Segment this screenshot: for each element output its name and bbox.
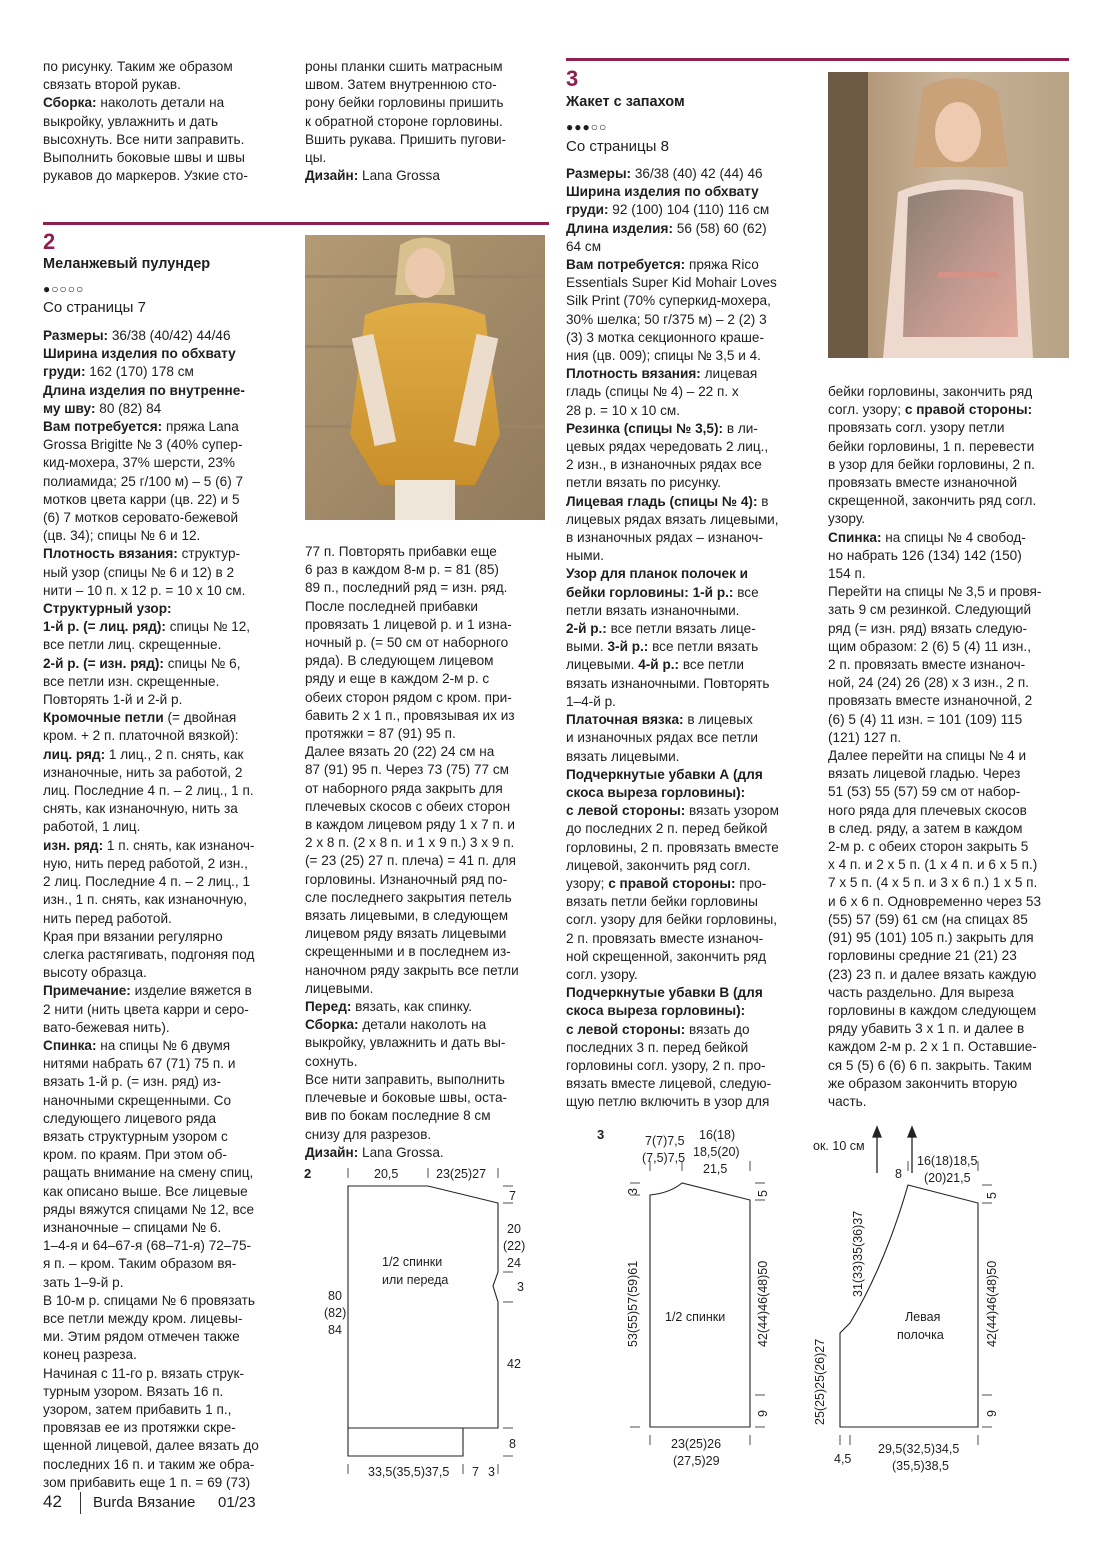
text-line: 154 п.	[828, 566, 866, 582]
text-line: я п. – кром. Таким образом вя-	[43, 1256, 237, 1272]
text-line: согл. узору; с правой стороны:	[828, 402, 1033, 418]
diagram-3b-right-bot: 9	[985, 1410, 999, 1417]
text-line: Вам потребуется: пряжа Lana	[43, 419, 239, 435]
photo-wrap-jacket-model	[828, 72, 1069, 358]
text-line: 2 нити (нить цвета карри и серо-	[43, 1001, 249, 1017]
text-line: вязать лицевой гладью. Через	[828, 766, 1021, 782]
text-line: же образом закончить вторую	[828, 1075, 1018, 1091]
diagram-3b-left-1: 31(33)35(36)37	[851, 1210, 865, 1297]
text-line: цы.	[305, 150, 327, 166]
text-line: связать второй рукав.	[43, 77, 181, 93]
text-line: вязать 1-й р. (= изн. ряд) из-	[43, 1074, 222, 1090]
diagram-3b-bottom-left: 4,5	[834, 1452, 852, 1466]
text-line: 1-й р. (= лиц. ряд): спицы № 12,	[43, 619, 251, 635]
text-line: изн. ряд: 1 п. снять, как изнаноч-	[43, 837, 255, 853]
text-line: Grossa Brigitte № 3 (40% супер-	[43, 437, 243, 453]
diagram-2-left-1: 80	[328, 1289, 342, 1303]
diagram-3a-neck-1: 7(7)7,5	[645, 1134, 685, 1148]
text-line: вязать структурным узором с	[43, 1128, 228, 1144]
text-line: вязать изнаночными. Повторять	[566, 675, 770, 691]
text-line: (55) 57 (59) 61 см (на спицах 85	[828, 911, 1028, 927]
text-line: нить перед работой.	[43, 910, 172, 926]
text-line: изнаночные, нить за работой, 2	[43, 764, 243, 780]
text-line: сохнуть.	[305, 1053, 358, 1069]
col-2-text	[305, 543, 550, 1162]
text-line: Перед: вязать, как спинку.	[305, 999, 473, 1015]
text-line: лицевой, закончить ряд согл.	[566, 857, 751, 873]
text-line: Спинка: на спицы № 6 двумя	[43, 1037, 231, 1053]
text-line: (3) 3 мотка секционного краше-	[566, 329, 765, 345]
difficulty-rating: ●○○○○	[43, 282, 85, 296]
text-line: 7 x 5 п. (4 x 5 п. и 3 x 6 п.) 1 x 5 п.	[828, 875, 1038, 891]
text-line: высоту образца.	[43, 965, 147, 981]
magazine-name: Burda Вязание	[93, 1494, 196, 1511]
diagram-2-right-top: 7	[509, 1189, 516, 1203]
text-line: ной, 24 (24) 26 (28) x 3 изн., 2 п.	[828, 675, 1029, 691]
diagram-2-right-mid3: 24	[507, 1256, 521, 1270]
text-line: щенной лицевой, далее вязать до	[43, 1438, 259, 1454]
page-number: 42	[43, 1492, 62, 1511]
text-line: Кромочные петли (= двойная	[43, 710, 237, 726]
text-line: вато-бежевая нить).	[43, 1019, 170, 1035]
col-4-text	[828, 383, 1073, 1111]
text-line: и изнаночных рядах все петли	[566, 730, 758, 746]
text-line: слегка растягивать, подгоняя под	[43, 946, 255, 962]
text-line: провязав ее из протяжки скре-	[43, 1420, 236, 1436]
text-line: Дизайн: Lana Grossa	[305, 168, 440, 184]
text-line: ния (цв. 009); спицы № 3,5 и 4.	[566, 348, 761, 364]
diagram-2-bottom-r2: 3	[488, 1465, 495, 1479]
text-line: снизу для разрезов.	[305, 1126, 432, 1142]
col-1-text	[43, 327, 293, 1492]
text-line: но набрать 126 (134) 142 (150)	[828, 547, 1022, 563]
text-line: 1–4-я и 64–67-я (68–71-я) 72–75-	[43, 1238, 252, 1254]
text-line: ряда). В следующем лицевом	[305, 653, 494, 669]
text-line: 87 (91) 95 п. Через 73 (75) 77 см	[305, 762, 509, 778]
text-line: ряд (= изн. ряд) вязать следую-	[828, 620, 1028, 636]
text-line: часть.	[828, 1093, 867, 1109]
photo-vest-model	[305, 235, 545, 520]
text-line: 89 п., последний ряд = изн. ряд.	[305, 580, 508, 596]
text-line: провязать вместе изнаночной, 2	[828, 693, 1033, 709]
text-line: в узор для бейки горловины, 2 п.	[828, 456, 1035, 472]
diagram-3b-center-2: полочка	[897, 1328, 944, 1342]
text-line: 28 р. = 10 x 10 см.	[566, 402, 681, 418]
diagram-2-notch: 3	[517, 1280, 524, 1294]
text-line: Все нити заправить, выполнить	[305, 1071, 505, 1087]
diagram-2-left-2: (82)	[324, 1306, 347, 1320]
text-line: 64 см	[566, 238, 602, 254]
text-line: бейки горловины, 1 п. перевести	[828, 438, 1035, 454]
text-line: Далее вязать 20 (22) 24 см на	[305, 744, 495, 760]
text-line: ряду и еще в каждом 2-м р. с	[305, 671, 490, 687]
text-line: лицевыми.	[305, 980, 374, 996]
text-line: согл. узору для бейки горловины,	[566, 912, 778, 928]
text-line: Essentials Super Kid Mohair Loves	[566, 275, 777, 291]
diagram-3b-left-2: 25(25)25(26)27	[813, 1338, 827, 1425]
section-3-title: Жакет с запахом	[566, 94, 685, 110]
text-line: вязать лицевыми.	[566, 748, 680, 764]
text-line: (цв. 34); спицы № 6 и 12.	[43, 528, 201, 544]
issue-number: 01/23	[218, 1494, 256, 1511]
text-line: лиц. ряд: 1 лиц., 2 п. снять, как	[43, 746, 244, 762]
text-line: последних 3 п. перед бейкой	[566, 1039, 749, 1055]
diagram-3b-bottom-1: 29,5(32,5)34,5	[878, 1442, 960, 1456]
text-line: 2 п. провязать вместе изнаноч-	[828, 657, 1026, 673]
text-line: бейки горловины: 1-й р.: все	[566, 584, 759, 600]
text-line: Структурный узор:	[43, 601, 172, 617]
text-line: Спинка: на спицы № 4 свобод-	[828, 529, 1026, 545]
text-line: узором, затем прибавить 1 п.,	[43, 1401, 232, 1417]
text-line: горловины в каждом следующем	[828, 1002, 1037, 1018]
text-line: с левой стороны: вязать до	[566, 1021, 750, 1037]
section-3-number: 3	[566, 66, 579, 91]
text-line: зать 9 см резинкой. Следующий	[828, 602, 1032, 618]
text-line: роны планки сшить матрасным	[305, 59, 503, 74]
diagram-3a-center: 1/2 спинки	[665, 1310, 726, 1324]
text-line: Далее перейти на спицы № 4 и	[828, 748, 1027, 764]
text-line: петли вязать изнаночными.	[566, 602, 740, 618]
text-line: 30% шелка; 50 г/375 м) – 2 (2) 3	[566, 311, 767, 327]
text-line: рукавов до маркеров. Узкие сто-	[43, 168, 248, 184]
text-line: Размеры: 36/38 (40/42) 44/46	[43, 328, 231, 343]
text-line: бейки горловины, закончить ряд	[828, 384, 1033, 399]
text-line: (= 23 (25) 27 п. плеча) = 41 п. для	[305, 853, 517, 869]
text-line: последних 16 п. и таким же обра-	[43, 1456, 255, 1472]
text-line: конец разреза.	[43, 1347, 137, 1363]
text-line: бавить 2 x 1 п., провязывая их из	[305, 707, 515, 723]
footer-divider	[80, 1492, 81, 1514]
text-line: (23) 23 п. и далее вязать каждую	[828, 966, 1037, 982]
section-2-source: Со страницы 7	[43, 299, 146, 316]
text-line: кром. по краям. При этом об-	[43, 1147, 227, 1163]
text-line: работой, 1 лиц.	[43, 819, 141, 835]
text-line: груди: 92 (100) 104 (110) 116 см	[566, 202, 770, 218]
diagram-3b-w8: 8	[895, 1167, 902, 1181]
text-line: Примечание: изделие вяжется в	[43, 983, 252, 999]
text-line: нити – 10 п. x 12 р. = 10 x 10 см.	[43, 582, 246, 598]
text-line: наночными скрещенными. Со	[43, 1092, 232, 1108]
diagram-2-right-mid2: (22)	[503, 1239, 526, 1253]
text-line: Длина изделия: 56 (58) 60 (62)	[566, 220, 767, 236]
text-line: плечевых скосов с обеих сторон	[305, 798, 511, 814]
text-line: Вшить рукава. Пришить пугови-	[305, 131, 507, 147]
text-line: Начиная с 11-го р. вязать струк-	[43, 1365, 244, 1381]
text-line: Повторять 1-й и 2-й р.	[43, 692, 183, 708]
text-line: После последней прибавки	[305, 598, 478, 614]
text-line: петли вязать по рисунку.	[566, 475, 721, 491]
section-2-title: Меланжевый пулундер	[43, 256, 211, 272]
text-line: лицевом ряду вязать лицевыми	[305, 926, 507, 942]
text-line: каждом 2-м р. 2 x 1 п. Оставшие-	[828, 1039, 1037, 1055]
diagram-2-right-bottom: 8	[509, 1437, 516, 1451]
text-line: часть раздельно. Для выреза	[828, 984, 1014, 1000]
text-line: от наборного ряда закрыть для	[305, 780, 503, 796]
text-line: наночном ряду закрыть все петли	[305, 962, 519, 978]
text-line: Ширина изделия по обхвату	[566, 184, 759, 200]
text-line: провязать согл. узору петли	[828, 420, 1005, 436]
text-line: ного ряда для плечевых скосов	[828, 802, 1027, 818]
text-line: выми. 3-й р.: все петли вязать	[566, 639, 759, 655]
text-line: Перейти на спицы № 3,5 и провя-	[828, 584, 1042, 600]
text-line: Плотность вязания: лицевая	[566, 366, 758, 382]
text-line: сле последнего закрытия петель	[305, 889, 512, 905]
text-line: ся 5 (5) 6 (6) 6 п. закрыть. Таким	[828, 1057, 1032, 1073]
text-line: ращать внимание на смену спиц,	[43, 1165, 254, 1181]
text-line: ночный р. (= 50 см от наборного	[305, 635, 509, 651]
text-line: вязать лицевыми, в следующем	[305, 908, 509, 924]
text-line: Края при вязании регулярно	[43, 928, 223, 944]
diagram-3a-sh-3: 21,5	[703, 1162, 728, 1176]
difficulty-rating: ●●●○○	[566, 120, 608, 134]
text-line: по рисунку. Таким же образом	[43, 59, 233, 74]
text-line: скоса выреза горловины):	[566, 784, 746, 800]
text-line: к обратной стороне горловины.	[305, 113, 503, 129]
diagram-3a-right-bot: 9	[756, 1410, 770, 1417]
text-line: кром. + 2 п. платочной вязкой):	[43, 728, 239, 744]
text-line: ными.	[566, 548, 604, 564]
diagram-3b-center-1: Левая	[905, 1310, 941, 1324]
text-line: гладь (спицы № 4) – 22 п. x	[566, 384, 739, 400]
diagram-2-right-mid1: 20	[507, 1222, 521, 1236]
diagram-3-number: 3	[597, 1127, 605, 1142]
text-line: щую петлю включить в узор для	[566, 1094, 770, 1110]
text-line: Резинка (спицы № 3,5): в ли-	[566, 420, 758, 436]
text-line: 2-й р.: все петли вязать лице-	[566, 621, 756, 637]
diagram-3a-neck-2: (7,5)7,5	[642, 1151, 686, 1165]
text-line: ряду убавить 3 x 1 п. и далее в	[828, 1021, 1025, 1037]
text-line: обеих сторон рядом с кром. при-	[305, 689, 512, 705]
text-line: груди: 162 (170) 178 см	[43, 364, 194, 380]
text-line: цевых рядах чередовать 2 лиц.,	[566, 439, 769, 455]
diagram-3a-bottom-1: 23(25)26	[671, 1437, 722, 1451]
text-line: горловины средние 21 (21) 23	[828, 948, 1017, 964]
text-line: все петли изн. скрещенные.	[43, 673, 220, 689]
text-line: высохнуть. Все нити заправить.	[43, 131, 245, 147]
text-line: горловины согл. узору, 2 п. про-	[566, 1057, 766, 1073]
text-line: кид-мохера, 37% шерсти, 23%	[43, 455, 236, 471]
diagram-3b-sh-2: (20)21,5	[924, 1171, 971, 1185]
text-line: швом. Затем внутреннюю сто-	[305, 77, 497, 93]
diagram-3b-right-top: 5	[985, 1192, 999, 1199]
text-line: Вам потребуется: пряжа Rico	[566, 257, 759, 273]
text-line: следующего лицевого ряда	[43, 1110, 217, 1126]
text-line: 2 x 8 п. (2 x 8 п. и 1 x 9 п.) 3 x 9 п.	[305, 835, 515, 851]
diagram-2-bottom: 33,5(35,5)37,5	[368, 1465, 450, 1479]
text-line: согл. узору.	[566, 966, 638, 982]
text-line: Платочная вязка: в лицевых	[566, 712, 753, 728]
text-line: лицевыми. 4-й р.: все петли	[566, 657, 744, 673]
text-line: зать 1–9-й р.	[43, 1274, 124, 1290]
text-line: Ширина изделия по обхвату	[43, 346, 236, 362]
diagram-3b-sh-1: 16(18)18,5	[917, 1154, 978, 1168]
text-line: плечевые и боковые швы, оста-	[305, 1090, 508, 1106]
text-line: протяжки = 87 (91) 95 п.	[305, 726, 456, 742]
text-line: узору; с правой стороны: про-	[566, 875, 767, 891]
text-line: в каждом лицевом ряду 1 x 7 п. и	[305, 817, 516, 833]
diagram-2-right-low: 42	[507, 1357, 521, 1371]
text-line: провязать 1 лицевой р. и 1 изна-	[305, 616, 512, 632]
diagram-2-center-2: или переда	[382, 1273, 449, 1287]
diagram-3a-sh-1: 16(18)	[699, 1128, 736, 1142]
text-line: му шву: 80 (82) 84	[43, 400, 162, 416]
text-line: горловины. Изнаночный ряд по-	[305, 871, 508, 887]
text-line: вив по бокам последние 8 см	[305, 1108, 491, 1124]
text-line: ной скрещенной, закончить ряд	[566, 948, 767, 964]
text-line: щим образом: 2 (6) 5 (4) 11 изн.,	[828, 638, 1031, 654]
text-line: все петли лиц. скрещенные.	[43, 637, 222, 653]
text-line: изнаночные – спицами № 6.	[43, 1219, 222, 1235]
text-line: Сборка: наколоть детали на	[43, 95, 225, 111]
text-line: (6) 7 мотков серовато-бежевой	[43, 510, 239, 526]
text-line: 2-й р. (= изн. ряд): спицы № 6,	[43, 655, 241, 671]
text-line: турным узором. Вязать 16 п.	[43, 1383, 224, 1399]
diagram-3a-sh-2: 18,5(20)	[693, 1145, 740, 1159]
text-line: в изнаночных рядах – изнаноч-	[566, 530, 764, 546]
text-line: изн., 1 п. снять, как изнаночную,	[43, 892, 247, 908]
text-line: лицевых рядах вязать лицевыми,	[566, 511, 779, 527]
text-line: Выполнить боковые швы и швы	[43, 150, 245, 166]
text-line: (121) 127 п.	[828, 729, 902, 745]
section-3-source: Со страницы 8	[566, 138, 669, 155]
text-line: рону бейки горловины пришить	[305, 95, 504, 111]
text-line: 2 изн., в изнаночных рядах все	[566, 457, 762, 473]
text-line: горловины, 2 п. провязать вместе	[566, 839, 779, 855]
text-line: нитями набрать 67 (71) 75 п. и	[43, 1056, 236, 1072]
text-line: 1–4-й р.	[566, 693, 616, 709]
text-line: 51 (53) 55 (57) 59 см от набор-	[828, 784, 1021, 800]
text-line: снять, как изнаночную, нить за	[43, 801, 238, 817]
text-line: 2 лиц. Последние 4 п. – 2 лиц., 1	[43, 874, 251, 890]
diagram-2-center-1: 1/2 спинки	[382, 1255, 443, 1269]
text-line: скоса выреза горловины):	[566, 1003, 746, 1019]
diagram-3a-left: 53(55)57(59)61	[626, 1260, 640, 1347]
diagram-2-top-left: 20,5	[374, 1167, 399, 1181]
text-line: вязать петли бейки горловины	[566, 894, 758, 910]
text-line: Дизайн: Lana Grossa.	[305, 1144, 444, 1160]
top-left-text	[43, 58, 288, 185]
text-line: В 10-м р. спицами № 6 провязать	[43, 1292, 255, 1308]
diagram-3a-right-top: 5	[756, 1190, 770, 1197]
diagram-3b-schematic	[810, 1125, 1060, 1485]
text-line: Сборка: детали наколоть на	[305, 1017, 487, 1033]
text-line: как описано выше. Все лицевые	[43, 1183, 248, 1199]
diagram-2-top-right: 23(25)27	[436, 1167, 487, 1181]
text-line: все петли между кром. лицевы-	[43, 1310, 243, 1326]
text-line: 2 п. провязать вместе изнаноч-	[566, 930, 764, 946]
diagram-2-bottom-r1: 7	[472, 1465, 479, 1479]
text-line: (91) 95 (101) 105 п.) закрыть для	[828, 930, 1034, 946]
text-line: провязать вместе изнаночной	[828, 475, 1018, 491]
text-line: 2-м р. с обеих сторон закрыть 5	[828, 839, 1029, 855]
text-line: узору.	[828, 511, 866, 527]
text-line: зом прибавить еще 1 п. = 69 (73)	[43, 1474, 251, 1490]
top-mid-text	[305, 58, 550, 185]
text-line: выкройку, увлажнить и дать вы-	[305, 1035, 506, 1051]
text-line: Размеры: 36/38 (40) 42 (44) 46	[566, 166, 763, 181]
text-line: скрещенными и в последнем из-	[305, 944, 511, 960]
section-2-number: 2	[43, 229, 56, 254]
text-line: Silk Print (70% суперкид-мохера,	[566, 293, 771, 309]
text-line: в след. ряду, а затем в каждом	[828, 820, 1023, 836]
diagram-2-left-3: 84	[328, 1323, 342, 1337]
text-line: мотков цвета карри (цв. 22) и 5	[43, 491, 240, 507]
text-line: полиамида; 25 г/100 м) – 5 (6) 7	[43, 473, 244, 489]
col-3-text	[566, 165, 811, 1112]
text-line: Узор для планок полочек и	[566, 566, 749, 582]
text-line: ную, нить перед работой, 2 изн.,	[43, 855, 248, 871]
text-line: Плотность вязания: структур-	[43, 546, 241, 562]
text-line: (6) 5 (4) 11 изн. = 101 (109) 115	[828, 711, 1023, 727]
text-line: выкройку, увлажнить и дать	[43, 113, 219, 129]
diagram-3a-schematic	[585, 1125, 795, 1485]
diagram-3a-bottom-2: (27,5)29	[673, 1454, 720, 1468]
text-line: с левой стороны: вязать узором	[566, 803, 779, 819]
text-line: 77 п. Повторять прибавки еще	[305, 544, 497, 559]
text-line: скрещенной, закончить ряд согл.	[828, 493, 1037, 509]
diagram-3a-left-top: 3	[626, 1188, 640, 1195]
text-line: Длина изделия по внутренне-	[43, 382, 245, 398]
diagram-3a-right-mid: 42(44)46(48)50	[756, 1260, 770, 1347]
text-line: лиц. Последние 4 п. – 2 лиц., 1 п.	[43, 783, 254, 799]
diagram-2-schematic	[300, 1158, 555, 1488]
text-line: ми. Этим рядом отмечен также	[43, 1329, 240, 1345]
text-line: x 4 п. и 2 x 5 п. (1 x 4 п. и 6 x 5 п.)	[828, 857, 1038, 873]
text-line: до последних 2 п. перед бейкой	[566, 821, 768, 837]
text-line: вязать вместе лицевой, следую-	[566, 1076, 772, 1092]
text-line: Подчеркнутые убавки В (для	[566, 985, 763, 1001]
diagram-3b-right-mid: 42(44)46(48)50	[985, 1260, 999, 1347]
text-line: и 6 x 6 п. Одновременно через 53	[828, 893, 1041, 909]
text-line: ный узор (спицы № 6 и 12) в 2	[43, 564, 235, 580]
diagram-3b-bottom-2: (35,5)38,5	[892, 1459, 949, 1473]
text-line: ряды вяжутся спицами № 12, все	[43, 1201, 255, 1217]
section-2-rule	[43, 222, 549, 225]
text-line: Лицевая гладь (спицы № 4): в	[566, 493, 769, 509]
diagram-2-number: 2	[304, 1166, 312, 1181]
diagram-3b-ok: ок. 10 см	[813, 1139, 865, 1153]
section-3-rule	[566, 58, 1069, 61]
text-line: 6 раз в каждом 8-м р. = 81 (85)	[305, 562, 499, 578]
text-line: Подчеркнутые убавки А (для	[566, 766, 763, 782]
